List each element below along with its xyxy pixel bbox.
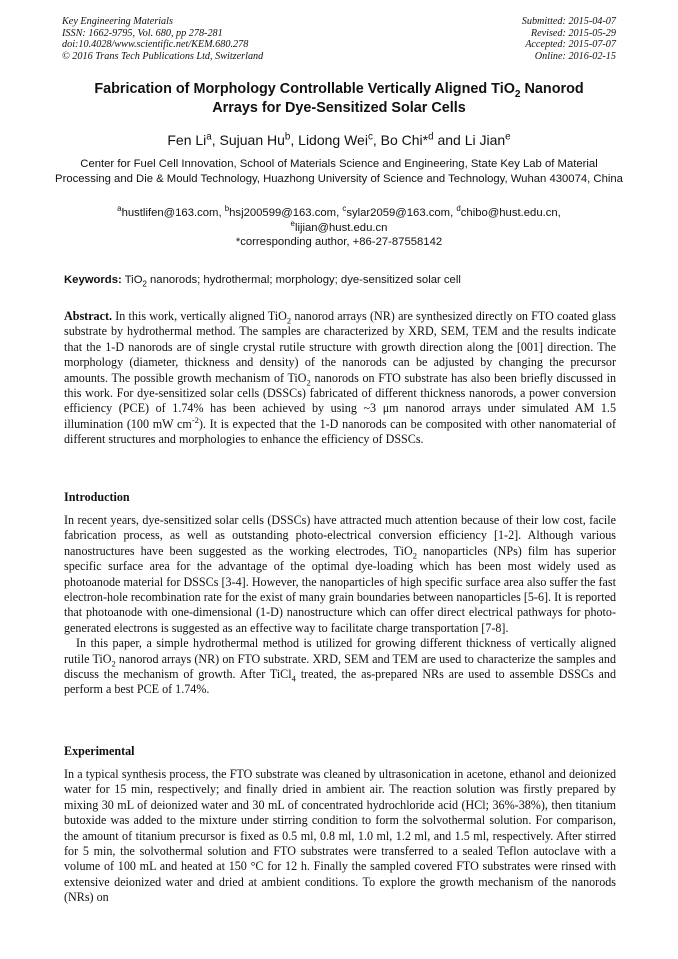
abstract: Abstract. In this work, vertically aligned TiO$_2$ nanorod arrays (NR) are synthesized directly on FTO coated glass substrate by hydrothermal method. The samples are characterized by XRD, SEM, TEM and the results indicate that the 1-D nanorods are of single crystal rutile structure with growth direction along the [001] direction. The morphology (diameter, thickness and density) of the nanorods can be adjusted by changing the precursor amounts. The possible growth mechanism of TiO$_2$ nanorods on FTO substrate has also been briefly discussed in this work. For dye-sensitized solar cells (DSSCs) fabricated of different thickness nanorods, a power conversion efficiency (PCE) of 1.74% has been achieved by using ~3 μm nanorod arrays under simulated AM 1.5 illumination (100 mW $cm^{-2}$). It is expected that the 1-D nanorods can be composited with other nanomaterial of different structures and morphologies to enhance the efficiency of DSSCs. — [64, 309, 616, 447]
journal-name: Key Engineering Materials — [62, 16, 173, 27]
author: Bo Chi*$^d$ and — [380, 131, 465, 148]
email-link[interactable]: hustlifen@163.com — [121, 207, 219, 219]
copyright: © 2016 Trans Tech Publications Ltd, Switzerland — [62, 50, 264, 62]
author: Lidong Wei$^c$, — [298, 131, 381, 148]
journal-header-right — [522, 16, 616, 62]
email-link[interactable]: hsj200599@163.com — [229, 207, 337, 219]
submitted-date: Submitted: 2015-04-07 — [521, 16, 616, 27]
author-emails: $^a$hustlifen@163.com, $^b$hsj200599@163.com, $^c$sylar2059@163.com, $^d$chibo@hust.edu.cn, $^e$lijian@hust.edu.cn *corresponding author, +86-27-87558142 — [52, 206, 626, 250]
author-list — [40, 131, 638, 149]
keywords: Keywords: TiO$_2$ nanorods; hydrothermal; morphology; dye-sensitized solar cell — [64, 274, 461, 289]
journal-header-left — [62, 16, 263, 62]
doi: doi:10.4028/www.scientific.net/KEM.680.278 — [62, 39, 249, 51]
paper-title: Fabrication of Morphology Controllable Vertically Aligned TiO$_2$ Nanorod Arrays for Dye-Sensitized Solar Cells — [94, 81, 584, 116]
email-link[interactable]: lijian@hust.edu.cn — [294, 221, 388, 234]
author: Li Jian$^e$ — [464, 131, 511, 148]
author: Fen Li$^a$, — [167, 131, 220, 148]
introduction-heading: Introduction — [64, 490, 130, 504]
paragraph: In recent years, dye-sensitized solar cells (DSSCs) have attracted much attention because of their low cost, facile fabrication process, as well as outstanding photo-electrical conversion efficiency [1-2]. Although various nanostructures have been suggested as the working electrodes, TiO$_2$ nanoparticles (NPs) film has superior specific surface area for the advantage of the optimal dye-loading which has been most widely used as photoanode material for DSSCs [3-4]. However, the nanoparticles of high specific surface area also suffer the fast electron-hole recombination rate for the exist of many grain boundaries between nanoparticles [5-6]. It is reported that photoanode with one-dimensional (1-D) nanostructure which can offer direct electrical pathways for photo-generated electrons is suggested as an effective way to facilitate charge transportation [7-8]. — [64, 513, 616, 635]
experimental-heading: Experimental — [64, 744, 135, 758]
experimental-body — [64, 767, 616, 906]
email-link[interactable]: sylar2059@163.com — [346, 207, 451, 219]
corresponding-author: *corresponding author, +86-27-87558142 — [235, 236, 443, 248]
email-link[interactable]: chibo@hust.edu.cn — [460, 207, 558, 219]
paragraph: In this paper, a simple hydrothermal method is utilized for growing different thickness of vertically aligned rutile TiO$_2$ nanorod arrays (NR) on FTO substrate. XRD, SEM and TEM are used to characterize the samples and discuss the mechanism of growth. After TiCl$_4$ treated, the as-prepared NRs are used to assemble DSSCs and perform a best PCE of 1.74%. — [64, 636, 616, 697]
online-date: Online: 2016-02-15 — [534, 50, 616, 62]
paragraph: In a typical synthesis process, the FTO substrate was cleaned by ultrasonication in acetone, ethanol and deionized water for 15 min, respectively; and finally dried in ambient air. The reaction solution was firstly prepared by mixing 30 mL of deionized water and 30 mL of concentrated hydrochloride acid (HCl; 36%-38%), then titanium butoxide was added to the mixture under stirring condition to form the solvothermal solution. For comparison, the amount of titanium precursor is fixed as 0.5 ml, 0.8 ml, 1.0 ml, 1.2 ml, and 1.5 ml, respectively. After stirred for 5 min, the solvothermal solution and FTO substrates were transferred to a sealed Teflon autoclave with a volume of 100 mL and heated at 150 °C for 12 h. Finally the sampled covered FTO substrates were rinsed with extensive deionized water and dried at ambient conditions. To explore the growth mechanism of the nanorods (NRs) on — [64, 767, 616, 905]
revised-date: Revised: 2015-05-29 — [530, 27, 616, 39]
author: Sujuan Hu$^b$, — [219, 131, 299, 148]
abstract-label: Abstract. — [64, 309, 113, 323]
keywords-label: Keywords: — [64, 274, 122, 286]
accepted-date: Accepted: 2015-07-07 — [525, 39, 616, 51]
introduction-body — [64, 513, 616, 698]
issn: ISSN: 1662-9795, Vol. 680, pp 278-281 — [62, 27, 223, 39]
affiliation: Center for Fuel Cell Innovation, School of Materials Science and Engineering, State Key Lab of Material Processing and Die & Mould Technology, Huazhong University of Science and Technology, Wuhan 430074, China — [55, 158, 623, 185]
